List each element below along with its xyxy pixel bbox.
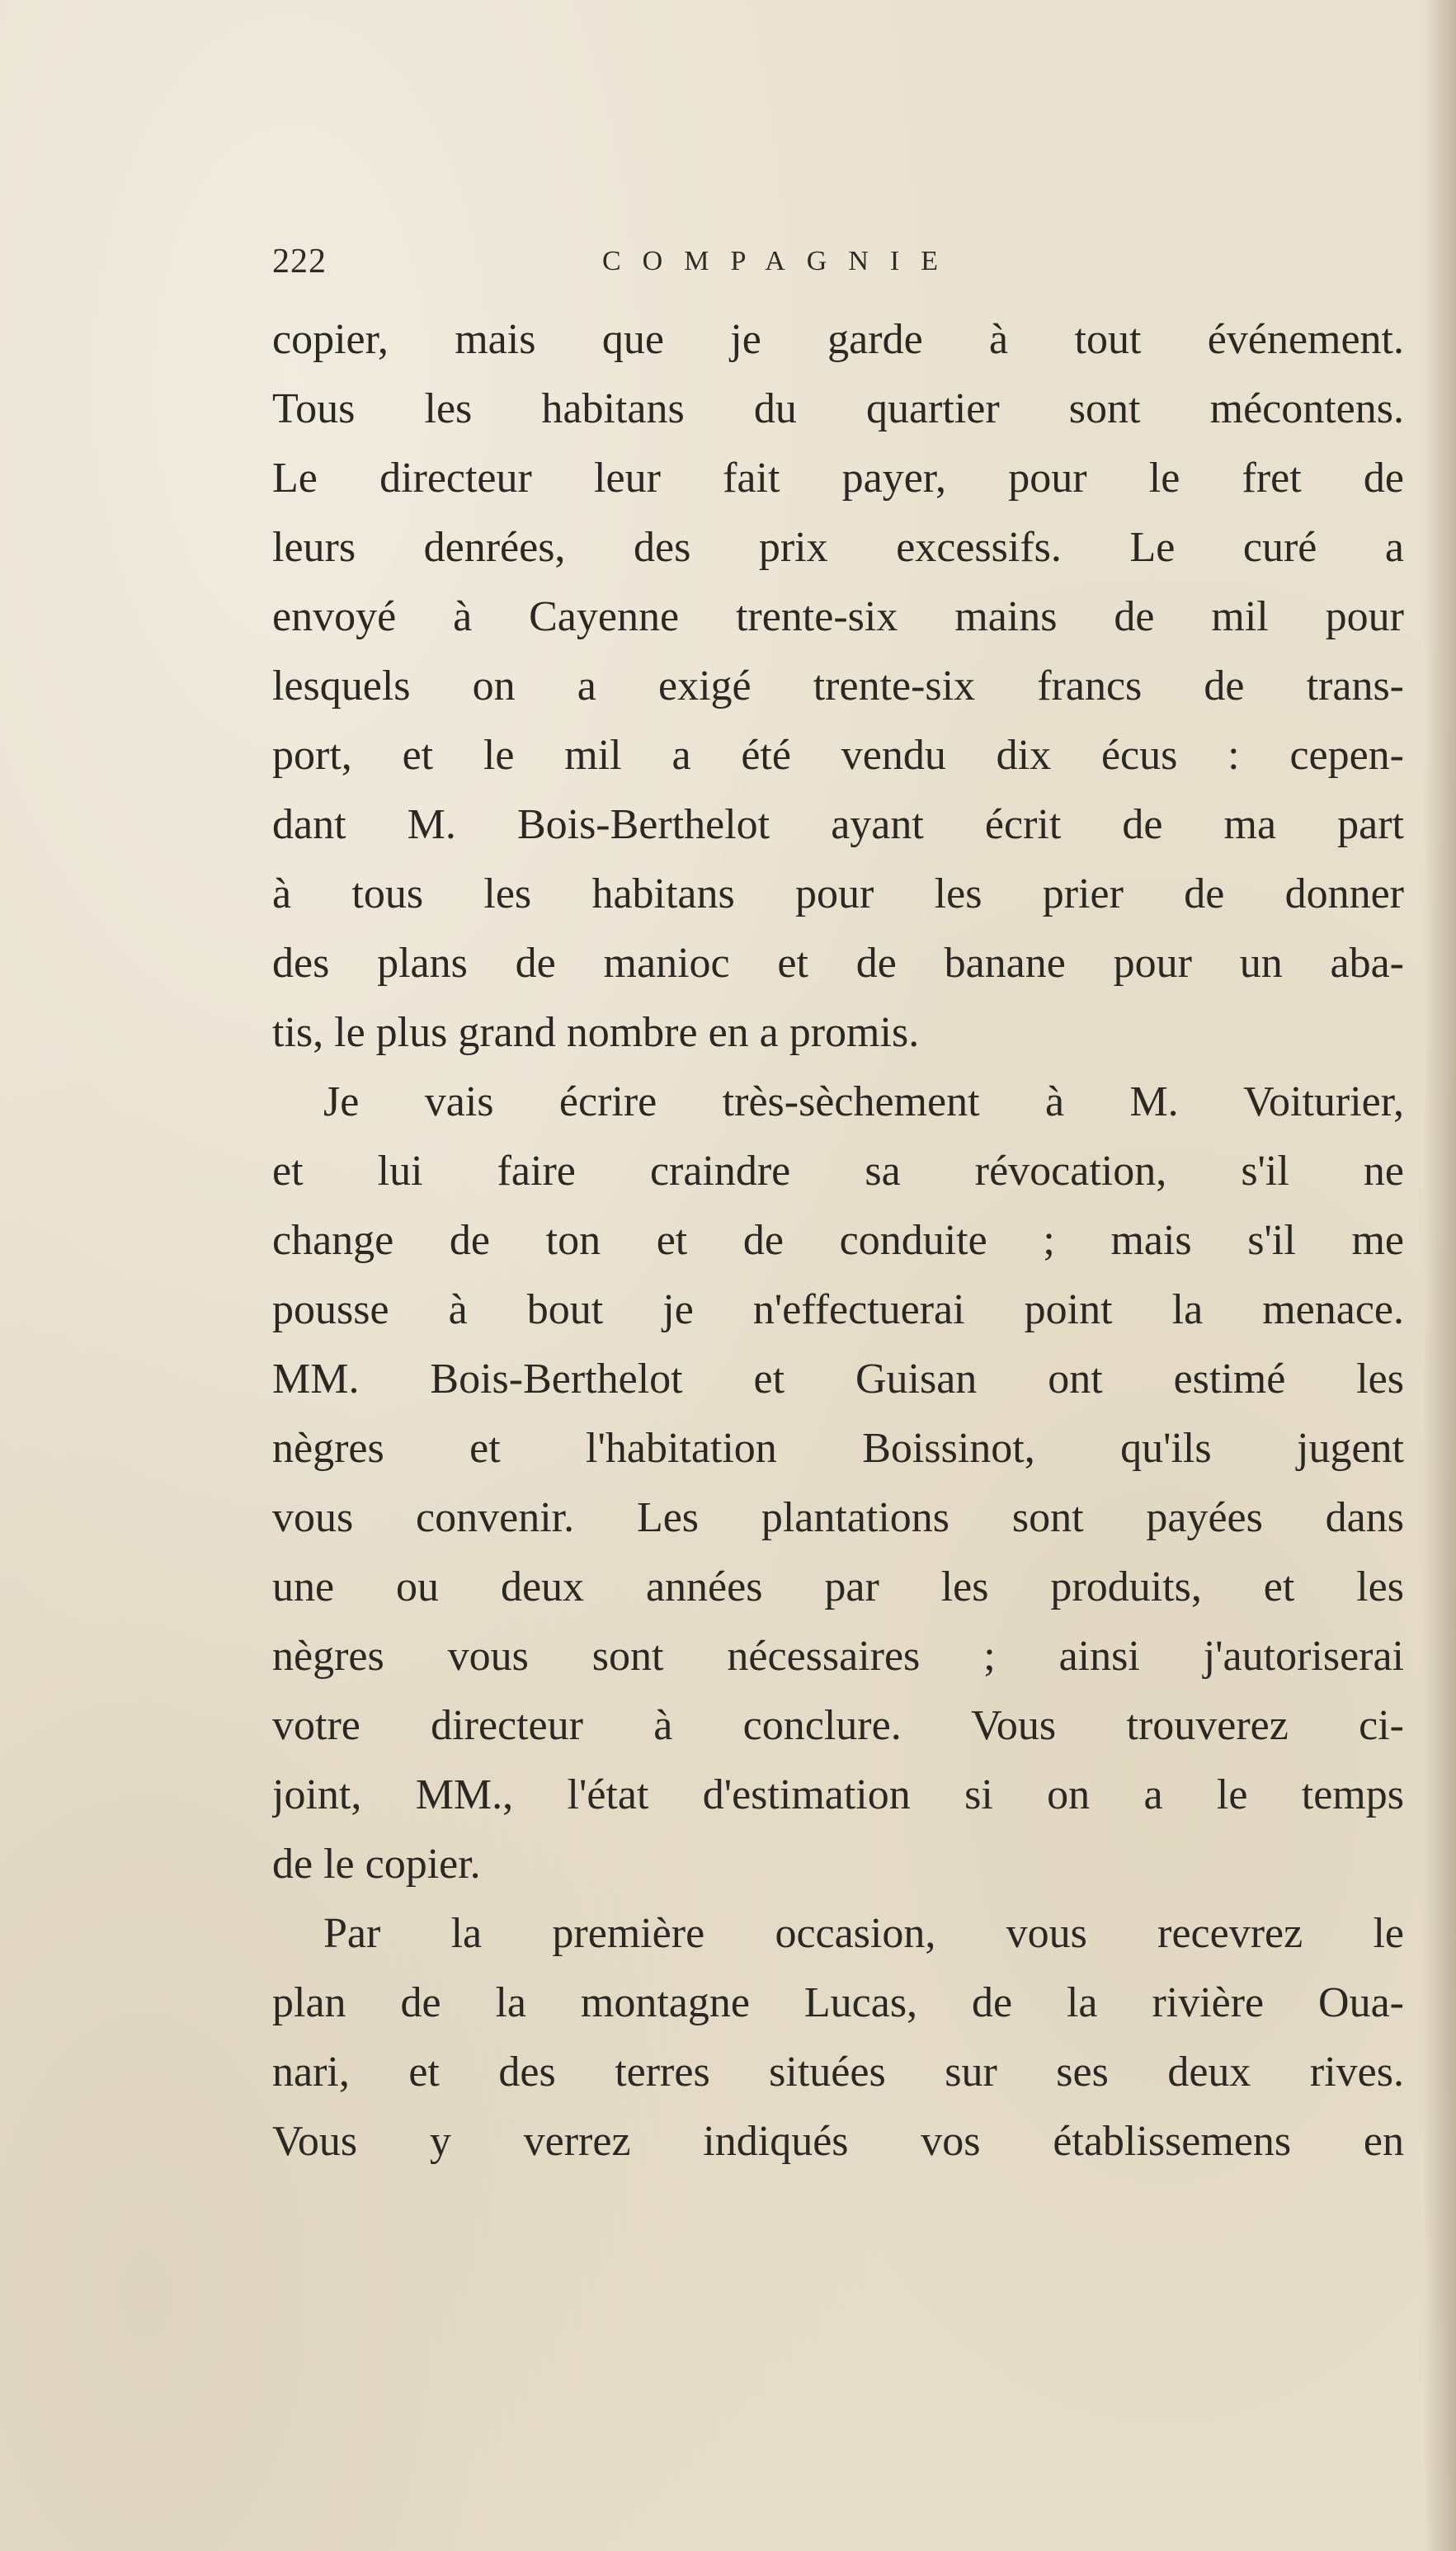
body-text	[272, 305, 1404, 2176]
text-line: lesquels on a exigé trente-six francs de trans-	[272, 663, 1404, 710]
running-head	[272, 233, 1419, 290]
text-line: et lui faire craindre sa révocation, s'il ne	[272, 1148, 1404, 1195]
text-line: joint, MM., l'état d'estimation si on a le temps	[272, 1771, 1404, 1818]
text-line: port, et le mil a été vendu dix écus : cepen-	[272, 732, 1404, 779]
text-line: tis, le plus grand nombre en a promis.	[272, 1009, 920, 1056]
text-line: à tous les habitans pour les prier de donner	[272, 870, 1404, 917]
text-line: Tous les habitans du quartier sont mécontens.	[272, 385, 1404, 432]
text-line: Le directeur leur fait payer, pour le fret de	[272, 455, 1404, 502]
page-number: 222	[272, 243, 327, 281]
text-line: vous convenir. Les plantations sont payées dans	[272, 1494, 1404, 1541]
text-line: Je vais écrire très-sèchement à M. Voiturier,	[323, 1078, 1404, 1125]
text-line: Vous y verrez indiqués vos établissemens en	[272, 2118, 1404, 2165]
text-line: leurs denrées, des prix excessifs. Le curé a	[272, 524, 1404, 571]
text-line: nari, et des terres situées sur ses deux rives.	[272, 2049, 1404, 2096]
text-line: nègres et l'habitation Boissinot, qu'ils jugent	[272, 1425, 1404, 1472]
text-line: de le copier.	[272, 1841, 481, 1888]
text-line: votre directeur à conclure. Vous trouverez ci-	[272, 1702, 1404, 1749]
text-line: plan de la montagne Lucas, de la rivière Oua-	[272, 1979, 1404, 2026]
text-line: copier, mais que je garde à tout événement.	[272, 316, 1404, 363]
text-line: envoyé à Cayenne trente-six mains de mil pour	[272, 593, 1404, 640]
text-line: change de ton et de conduite ; mais s'il me	[272, 1217, 1404, 1264]
text-line: une ou deux années par les produits, et les	[272, 1563, 1404, 1610]
page-edge-shadow	[1423, 0, 1456, 2551]
text-line: Par la première occasion, vous recevrez le	[323, 1910, 1404, 1957]
text-line: nègres vous sont nécessaires ; ainsi j'autoriserai	[272, 1633, 1404, 1680]
text-line: des plans de manioc et de banane pour un aba-	[272, 940, 1404, 987]
text-line: dant M. Bois-Berthelot ayant écrit de ma part	[272, 801, 1404, 848]
text-line: MM. Bois-Berthelot et Guisan ont estimé les	[272, 1356, 1404, 1403]
text-line: pousse à bout je n'effectuerai point la menace.	[272, 1286, 1404, 1333]
running-title: COMPAGNIE	[602, 246, 960, 276]
